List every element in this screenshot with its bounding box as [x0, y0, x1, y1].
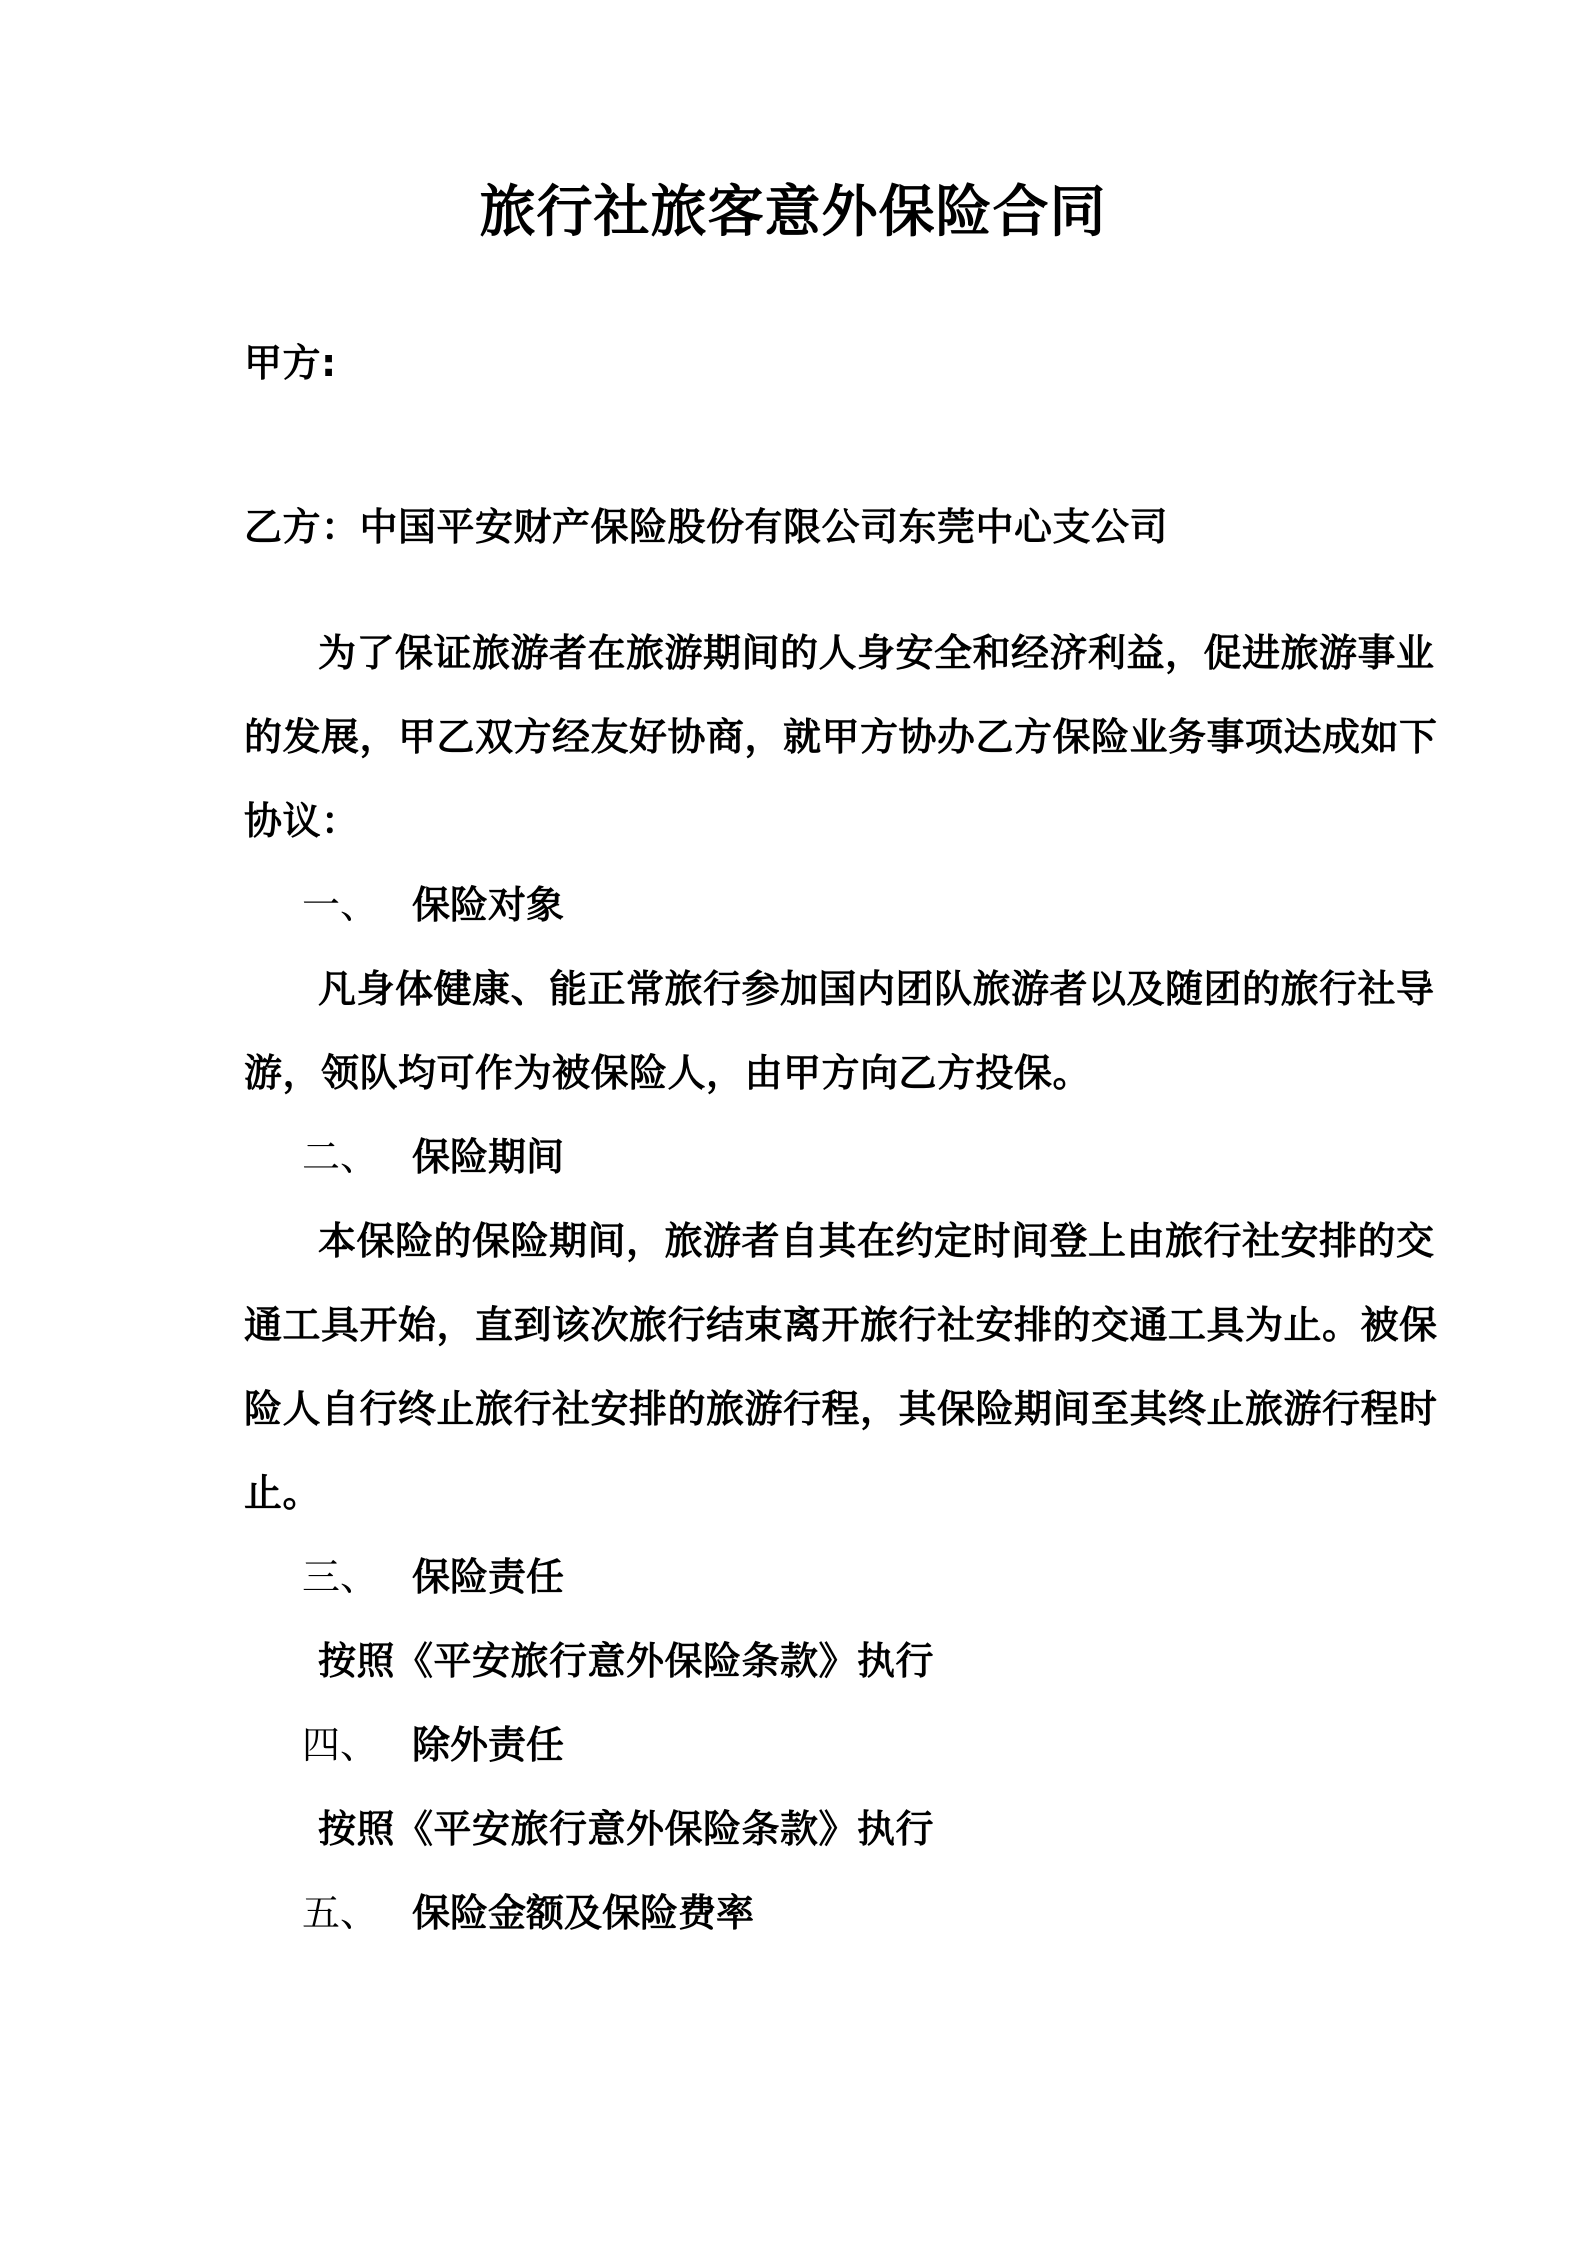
section-body-line: 按照《平安旅行意外保险条款》执行: [318, 1639, 935, 1683]
section-body-line: 本保险的保险期间，旅游者自其在约定时间登上由旅行社安排的交: [318, 1219, 1435, 1263]
intro-line: 为了保证旅游者在旅游期间的人身安全和经济利益，促进旅游事业: [318, 631, 1435, 675]
section-body-line: 游，领队均可作为被保险人，由甲方向乙方投保。: [244, 1051, 1092, 1095]
section-title: 保险责任: [412, 1555, 565, 1599]
section-number: 二、: [302, 1135, 379, 1179]
section-body-line: 通工具开始，直到该次旅行结束离开旅行社安排的交通工具为止。被保: [244, 1303, 1438, 1347]
section-body-line: 险人自行终止旅行社安排的旅游行程，其保险期间至其终止旅游行程时: [244, 1387, 1438, 1431]
section-number: 四、: [302, 1723, 379, 1767]
section-number: 三、: [302, 1555, 379, 1599]
section-title: 保险对象: [412, 883, 565, 927]
section-body-line: 凡身体健康、能正常旅行参加国内团队旅游者以及随团的旅行社导: [318, 967, 1435, 1011]
party-a-label: 甲方:: [244, 341, 337, 385]
section-title: 保险金额及保险费率: [412, 1891, 755, 1935]
section-body-line: 止。: [244, 1471, 322, 1515]
section-number: 一、: [302, 883, 379, 927]
document-title: 旅行社旅客意外保险合同: [479, 180, 1107, 245]
section-title: 除外责任: [412, 1723, 565, 1767]
section-body-line: 按照《平安旅行意外保险条款》执行: [318, 1807, 935, 1851]
section-number: 五、: [302, 1891, 379, 1935]
section-title: 保险期间: [412, 1135, 565, 1179]
intro-line: 协议：: [244, 799, 360, 843]
party-b-line: 乙方：中国平安财产保险股份有限公司东莞中心支公司: [244, 505, 1169, 549]
intro-line: 的发展，甲乙双方经友好协商，就甲方协办乙方保险业务事项达成如下: [244, 715, 1438, 759]
